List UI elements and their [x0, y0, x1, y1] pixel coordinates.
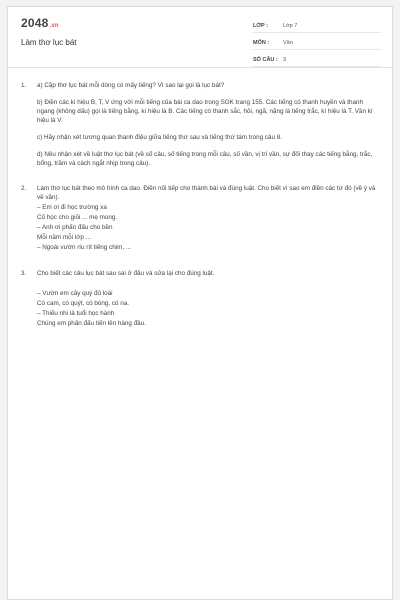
poem-line: – Thiếu nhi là tuổi học hành [37, 310, 115, 317]
meta-value: Lớp 7 [283, 22, 298, 29]
meta-label: SỐ CÂU : [253, 56, 278, 63]
poem-line: – Ngoài vườn ríu rít tiếng chim, ... [37, 244, 132, 251]
site-logo[interactable] [21, 16, 59, 30]
poem-line: Có cam, có quýt, có bòng, có na. [37, 300, 130, 307]
poem-lines [37, 289, 381, 329]
poem-line: Chúng em phấn đấu tiến lên hàng đầu. [37, 320, 146, 327]
meta-value: 3 [283, 56, 287, 63]
meta-label: MÔN : [253, 39, 270, 46]
poem-line: Cố học cho giỏi ... mẹ mong. [37, 214, 118, 221]
meta-row-subject [253, 36, 381, 50]
page-title: Làm thơ lục bát [21, 38, 77, 47]
worksheet-page [7, 6, 393, 600]
meta-value: Văn [283, 39, 293, 46]
logo-main: 2048 [21, 16, 49, 30]
question-intro: Làm thơ lục bát theo mô hình ca dao. Điền nối tiếp cho thành bài và đúng luật. Cho biết vì sao em điền các từ đó (về ý và về vần). [37, 185, 376, 201]
question-part-c: c) Hãy nhận xét tương quan thanh điệu giữa tiếng thứ sau và tiếng thứ tám trong câu 8. [37, 134, 283, 141]
question-body [37, 184, 381, 253]
logo-suffix: .vn [49, 23, 59, 29]
question-2 [21, 184, 381, 253]
question-number: 2. [21, 185, 27, 192]
poem-lines [37, 203, 381, 253]
question-number: 1. [21, 82, 27, 89]
worksheet-header [8, 7, 392, 67]
question-part-b: b) Điền các kí hiệu B, T, V ứng với mỗi tiếng của bài ca dao trong SGK trang 155. Các tiếng có thanh huyền và thanh ngang (không dấu) gọi là tiếng bằng, kí hiệu là B. Các tiếng có thanh sắc, hỏi, ngã, nặng là tiếng trắc, kí hiệu là T. Vần kí hiệu là V. [37, 99, 373, 124]
question-body [37, 269, 381, 329]
meta-table [253, 19, 381, 70]
poem-line: – Anh ơi phấn đấu cho bền [37, 224, 113, 231]
questions-list [21, 81, 381, 329]
question-number: 3. [21, 270, 27, 277]
question-intro: Cho biết các câu lục bát sau sai ở đâu và sửa lại cho đúng luật. [37, 270, 215, 277]
question-3 [21, 269, 381, 329]
meta-label: LỚP : [253, 22, 268, 29]
meta-row-question-count [253, 53, 381, 67]
header-divider [8, 67, 392, 68]
poem-line: – Vườn em cây quý đủ loài [37, 290, 113, 297]
poem-line: Mỗi năm mỗi lớp ... [37, 234, 91, 241]
question-1 [21, 81, 381, 176]
question-part-d: d) Nêu nhận xét về luật thơ lục bát (về số câu, số tiếng trong mỗi câu, số vần, vị trí vần, sự đối thay các tiếng bằng, trắc, bổng, trầm và cách ngắt nhịp trong câu). [37, 151, 373, 167]
question-body [37, 81, 381, 176]
meta-row-class [253, 19, 381, 33]
poem-line: – Em ơi đi học trường xa [37, 204, 107, 211]
question-part-a: a) Cặp thơ lục bát mỗi dòng có mấy tiếng? Vì sao lại gọi là lục bát? [37, 82, 225, 89]
